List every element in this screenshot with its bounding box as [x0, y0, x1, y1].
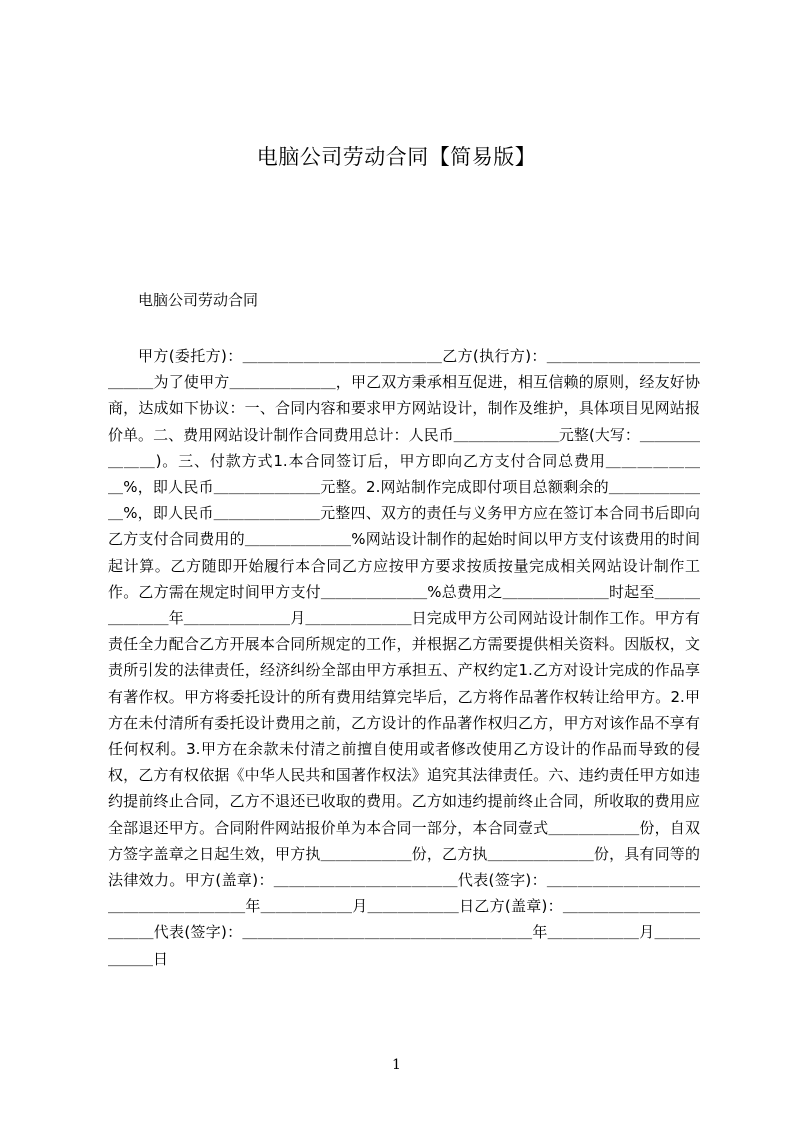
contract-heading: 电脑公司劳动合同 [138, 291, 259, 309]
contract-body-paragraph: 甲方(委托方)：＿＿＿＿＿＿＿＿＿＿＿＿＿乙方(执行方)：＿＿＿＿＿＿＿＿＿＿＿＿＿为了使甲方＿＿＿＿＿＿＿，甲乙双方秉承相互促进，相互信赖的原则，经友好协商，达成如下协议：一、合同内容和要求甲方网站设计，制作及维护，具体项目见网站报价单。二、费用网站设计制作合同费用总计：人民币＿＿＿＿＿＿＿元整(大写：＿＿＿＿＿＿＿)。三、付款方式1.本合同签订后，甲方即向乙方支付合同总费用＿＿＿＿＿＿＿%，即人民币＿＿＿＿＿＿＿元整。2.网站制作完成即付项目总额剩余的＿＿＿＿＿＿＿%，即人民币＿＿＿＿＿＿＿元整四、双方的责任与义务甲方应在签订本合同书后即向乙方支付合同费用的＿＿＿＿＿＿＿%网站设计制作的起始时间以甲方支付该费用的时间起计算。乙方随即开始履行本合同乙方应按甲方要求按质按量完成相关网站设计制作工作。乙方需在规定时间甲方支付＿＿＿＿＿＿＿%总费用之＿＿＿＿＿＿＿时起至＿＿＿＿＿＿＿年＿＿＿＿＿＿＿月＿＿＿＿＿＿＿日完成甲方公司网站设计制作工作。甲方有责任全力配合乙方开展本合同所规定的工作，并根据乙方需要提供相关资料。因版权，文责所引发的法律责任，经济纠纷全部由甲方承担五、产权约定1.乙方对设计完成的作品享有著作权。甲方将委托设计的所有费用结算完毕后，乙方将作品著作权转让给甲方。2.甲方在未付清所有委托设计费用之前，乙方设计的作品著作权归乙方，甲方对该作品不享有任何权利。3.甲方在余款未付清之前擅自使用或者修改使用乙方设计的作品而导致的侵权，乙方有权依据《中华人民共和国著作权法》追究其法律责任。六、违约责任甲方如违约提前终止合同，乙方不退还已收取的费用。乙方如违约提前终止合同，所收取的费用应全部退还甲方。合同附件网站报价单为本合同一部分，本合同壹式＿＿＿＿＿＿份，自双方签字盖章之日起生效，甲方执＿＿＿＿＿＿份，乙方执＿＿＿＿＿＿＿份，具有同等的法律效力。甲方(盖章)：＿＿＿＿＿＿＿＿＿＿＿＿代表(签字)：＿＿＿＿＿＿＿＿＿＿＿＿＿＿＿＿＿＿＿年＿＿＿＿＿＿月＿＿＿＿＿＿日乙方(盖章)：＿＿＿＿＿＿＿＿＿＿＿＿代表(签字)：＿＿＿＿＿＿＿＿＿＿＿＿＿＿＿＿＿＿＿年＿＿＿＿＿＿月＿＿＿＿＿＿日 [108, 347, 700, 968]
page-number: 1 [392, 1057, 401, 1073]
document-title: 电脑公司劳动合同【简易版】 [256, 145, 537, 169]
